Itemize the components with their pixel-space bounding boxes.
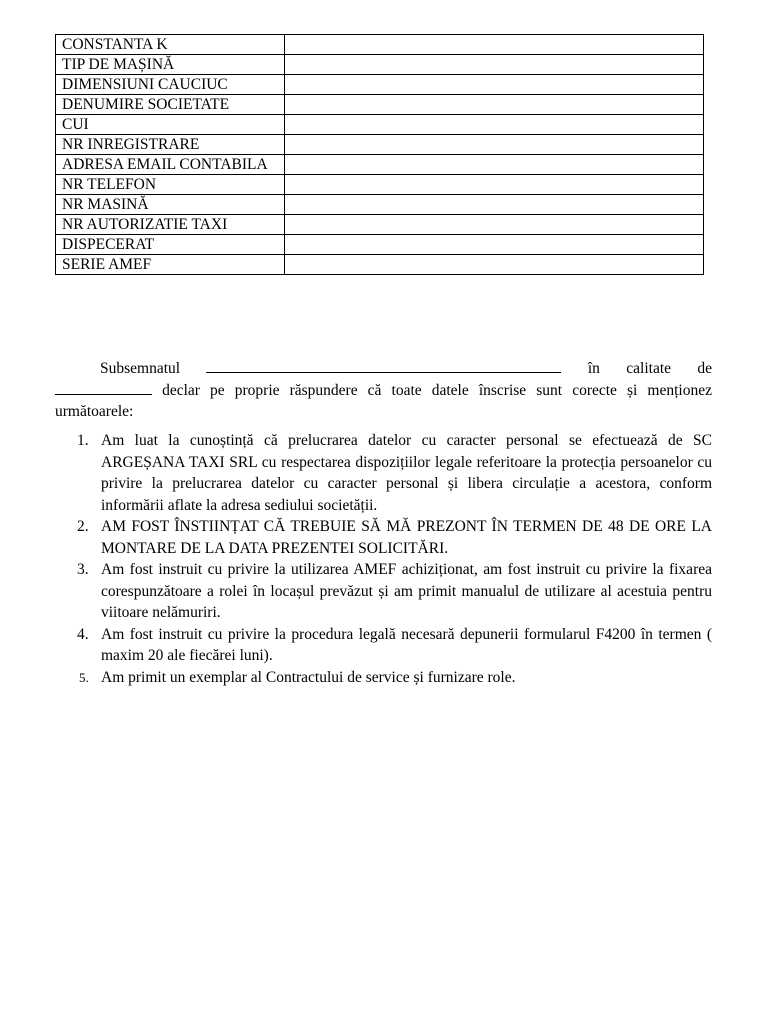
declaration-in-calitate: în calitate de	[587, 360, 713, 377]
row-value-nr-masina	[285, 195, 704, 215]
table-row	[56, 115, 704, 135]
row-label-nr-telefon: NR TELEFON	[56, 175, 285, 195]
list-text: Am luat la cunoștință că prelucrarea datelor cu caracter personal se efectuează de SC ARGEȘANA TAXI SRL cu respectarea dispozițiilor legale referitoare la protecția persoanelor cu privire la prelucrarea datelor cu caracter personal și libera circulație a acestora, conform informării aflate la adresa sediului societății.	[101, 432, 712, 514]
table-row	[56, 95, 704, 115]
list-text: Am fost instruit cu privire la utilizarea AMEF achiziționat, am fost instruit cu privire la fixarea corespunzătoare a rolei în locașul prevăzut și am primit manualul de utilizare al acestuia pentru viitoare nelămuriri.	[101, 561, 712, 621]
row-value-cui	[285, 115, 704, 135]
list-number: 3.	[77, 561, 89, 578]
table-row	[56, 175, 704, 195]
row-label-nr-masina: NR MASINĂ	[56, 195, 285, 215]
table-row	[56, 215, 704, 235]
role-blank-line	[55, 379, 152, 395]
list-item	[55, 624, 712, 667]
name-blank-line	[206, 357, 561, 373]
row-value-constanta-k	[285, 35, 704, 55]
list-item	[55, 559, 712, 624]
row-label-serie-amef: SERIE AMEF	[56, 255, 285, 275]
row-label-nr-autorizatie: NR AUTORIZATIE TAXI	[56, 215, 285, 235]
table-row	[56, 155, 704, 175]
list-number: 1.	[77, 432, 89, 449]
declaration-subsemnatul: Subsemnatul	[100, 360, 181, 377]
row-value-nr-autorizatie	[285, 215, 704, 235]
list-number: 2.	[77, 518, 89, 535]
list-text: Am primit un exemplar al Contractului de service și furnizare role.	[101, 668, 516, 686]
row-value-tip-masina	[285, 55, 704, 75]
row-value-nr-inregistrare	[285, 135, 704, 155]
declaration-text	[55, 357, 712, 422]
table-row	[56, 195, 704, 215]
row-label-nr-inregistrare: NR INREGISTRARE	[56, 135, 285, 155]
row-value-nr-telefon	[285, 175, 704, 195]
row-label-constanta-k: CONSTANTA K	[56, 35, 285, 55]
list-text: AM FOST ÎNSTIINȚAT CĂ TREBUIE SĂ MĂ PREZONT ÎN TERMEN DE 48 DE ORE LA MONTARE DE LA DATA PREZENTEI SOLICITĂRI.	[101, 518, 712, 557]
row-label-denumire-societate: DENUMIRE SOCIETATE	[56, 95, 285, 115]
table-row	[56, 35, 704, 55]
declaration-paragraph	[55, 357, 712, 422]
row-value-dimensiuni-cauciuc	[285, 75, 704, 95]
table-row	[56, 135, 704, 155]
row-value-adresa-email	[285, 155, 704, 175]
row-value-dispecerat	[285, 235, 704, 255]
list-item	[55, 516, 712, 559]
table-row	[56, 235, 704, 255]
list-number: 5.	[79, 669, 89, 685]
statements-list	[55, 430, 712, 688]
row-label-tip-masina: TIP DE MAȘINĂ	[56, 55, 285, 75]
row-value-serie-amef	[285, 255, 704, 275]
list-number: 4.	[77, 625, 89, 643]
vehicle-info-table	[55, 34, 704, 275]
list-item	[55, 430, 712, 516]
table-row	[56, 255, 704, 275]
row-value-denumire-societate	[285, 95, 704, 115]
table-row	[56, 75, 704, 95]
row-label-adresa-email: ADRESA EMAIL CONTABILA	[56, 155, 285, 175]
row-label-dimensiuni-cauciuc: DIMENSIUNI CAUCIUC	[56, 75, 285, 95]
list-item	[55, 667, 712, 689]
declaration-statement: declar pe proprie răspundere că toate datele înscrise sunt corecte și menționez următoarele:	[55, 382, 712, 420]
table-row	[56, 55, 704, 75]
row-label-dispecerat: DISPECERAT	[56, 235, 285, 255]
list-text: Am fost instruit cu privire la procedura legală necesară depunerii formularul F4200 în termen ( maxim 20 ale fiecărei luni).	[101, 625, 712, 664]
row-label-cui: CUI	[56, 115, 285, 135]
